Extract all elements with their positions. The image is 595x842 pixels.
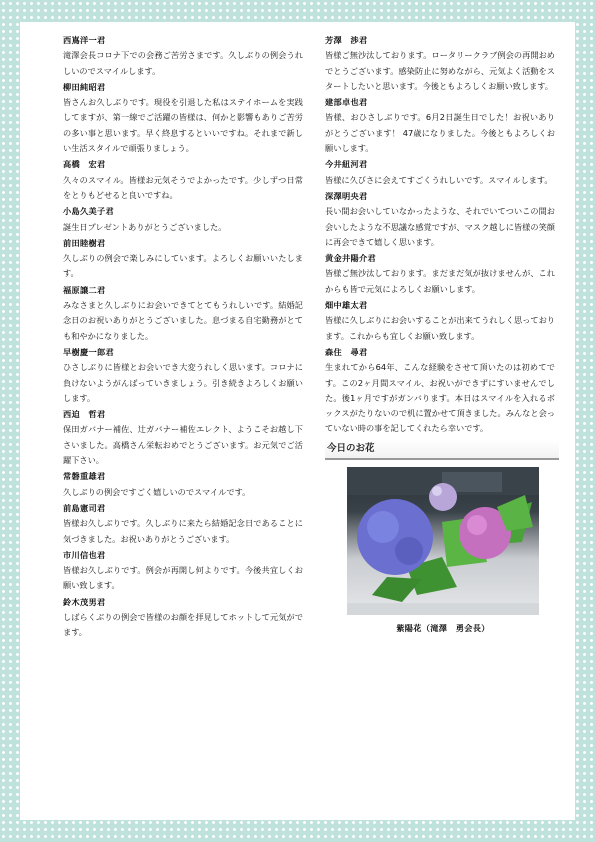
member-name: 常磐重雄君 <box>63 471 106 482</box>
member-message: 久々のスマイル。皆様お元気そうでよかったです。少しずつ日常をとりもどせると良いですね。 <box>63 174 303 200</box>
entry <box>63 236 303 282</box>
entry <box>63 407 303 468</box>
entry <box>325 157 555 188</box>
entry <box>63 595 303 641</box>
entry <box>63 33 303 79</box>
member-name: 西嶌洋一君 <box>63 35 106 45</box>
entry <box>63 157 303 203</box>
entry <box>325 33 555 94</box>
member-message: 皆様お久しぶりです。例会が再開し何よりです。今後共宜しくお願い致します。 <box>63 565 303 591</box>
entry <box>63 345 303 406</box>
hydrangea-small-highlight <box>432 486 442 496</box>
member-name: 西迫 哲君 <box>63 409 106 420</box>
entry <box>63 80 303 156</box>
hydrangea-blue-shadow <box>395 537 423 565</box>
member-name: 早樹慶一郎君 <box>63 346 114 357</box>
flower-caption: 紫陽花（滝澤 勇会長） <box>396 622 490 633</box>
member-name: 畑中雄太君 <box>325 300 368 311</box>
member-message: 皆様ご無沙汰しております。ロータリークラブ例会の再開おめでとうございます。感染防止に努めながら、元気よく活動をスタートしたいと思います。今後ともよろしくお願い致します。 <box>325 50 555 91</box>
member-name: 今井紐河君 <box>325 159 368 170</box>
member-message: 生まれてから64年、こんな経験をさせて頂いたのは初めてです。この2ヶ月間スマイル、お祝いができずにすいませんでした。後1ヶ月ですがガンバります。本日はスマイルを入れるボックスがたりないので机に置かせて頂きました。みんなと会っていない時の事を記してくれたら幸いです。 <box>325 362 555 434</box>
member-message: みなさまと久しぶりにお会いできてとてもうれしいです。結婚記念日のお祝いありがとうございました。息づまる自宅勤務がとても和やかになりました。 <box>63 300 303 341</box>
hydrangea-pink-highlight <box>467 515 487 535</box>
member-name: 前島憲司君 <box>63 502 106 513</box>
newsletter-page <box>20 22 575 820</box>
left-column <box>63 33 303 642</box>
table-surface <box>347 603 539 615</box>
entry <box>63 501 303 547</box>
leaf <box>372 577 422 602</box>
member-name: 小島久美子君 <box>63 206 114 217</box>
member-message: 皆様、おひさしぶりです。6月2日誕生日でした！お祝いありがとうございます！ 47歳になりました。今後ともよろしくお願いします。 <box>325 112 555 154</box>
flower-section-title: 今日のお花 <box>325 440 559 460</box>
member-name: 森住 尋君 <box>325 346 368 357</box>
member-message: 皆様に久びさに会えてすごくうれしいです。スマイルします。 <box>325 174 553 185</box>
member-name: 黄金井陽介君 <box>325 253 376 264</box>
hydrangea-blue-highlight <box>367 511 399 543</box>
member-message: 久しぶりの例会で楽しみにしています。よろしくお願いいたします。 <box>63 253 303 279</box>
member-message: 皆様お久しぶりです。久しぶりに来たら結婚記念日であることに気づきました。お祝いありがとうございます。 <box>63 518 303 544</box>
member-message: 皆様ご無沙汰しております。まだまだ気が抜けませんが、これからも皆で元気によろしくお願いします。 <box>325 268 555 294</box>
member-message: 滝澤会長コロナ下での会務ご苦労さまです。久しぶりの例会うれしいのでスマイルします。 <box>63 50 303 76</box>
entry <box>325 95 555 156</box>
member-message: 誕生日プレゼントありがとうございました。 <box>63 221 227 232</box>
entry <box>325 298 555 344</box>
member-message: 久しぶりの例会ですごく嬉しいのでスマイルです。 <box>63 486 251 497</box>
member-message: 長い間お会いしていなかったような、それでいてついこの間お会いしたような不思議な感覚ですが、マスク越しに皆様の笑顔に再会できて嬉しく思います。 <box>325 206 555 247</box>
member-message: 皆様に久しぶりにお会いすることが出来てうれしく思っております。これからも宜しくお願い致します。 <box>325 315 555 341</box>
member-name: 市川信也君 <box>63 549 106 560</box>
right-column <box>325 33 555 636</box>
member-message: ひさしぶりに皆様とお会いでき大変うれしく思います。コロナに負けないようがんばっていきましょう。引き続きよろしくお願いします。 <box>63 362 303 403</box>
member-message: しばらくぶりの例会で皆様のお顔を拝見してホットして元気がでます。 <box>63 611 303 638</box>
entry <box>325 345 555 437</box>
hydrangea-small-bloom <box>429 483 457 511</box>
member-message: 皆さんお久しぶりです。現役を引退した私はステイホームを実践してますが、第一線でご活躍の皆様は、何かと影響もありご苦労の多い事と思います。早く終息するといいですね。それまで新しい生活スタイルで頑張りましょう。 <box>63 97 303 154</box>
hydrangea-illustration <box>347 467 539 615</box>
member-name: 深澤明央君 <box>325 190 368 201</box>
member-name: 建部卓也君 <box>325 97 368 108</box>
entry <box>63 548 303 594</box>
member-name: 柳田純昭君 <box>63 81 106 92</box>
member-name: 高橋 宏君 <box>63 159 106 170</box>
member-name: 鈴木茂男君 <box>63 596 106 607</box>
entry <box>63 204 303 235</box>
entry <box>325 189 555 250</box>
entry <box>63 469 303 500</box>
member-name: 福原譲二君 <box>63 284 106 295</box>
member-name: 芳澤 渉君 <box>325 35 368 45</box>
entry <box>63 283 303 344</box>
member-name: 前田睦樹君 <box>63 237 106 248</box>
member-message: 保田ガバナー補佐、辻ガバナー補佐エレクト、ようこそお越し下さいました。高橋さん栄転おめでとうございます。お元気でご活躍下さい。 <box>63 424 303 466</box>
flower-photo <box>347 467 539 615</box>
entry <box>325 251 555 297</box>
